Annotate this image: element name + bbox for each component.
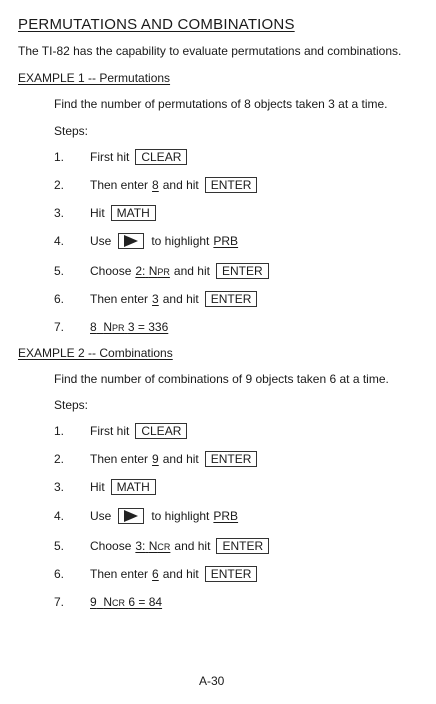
step-number: 3. xyxy=(54,206,65,220)
clear-key: CLEAR xyxy=(135,149,187,165)
step-text: and hit xyxy=(162,567,199,581)
step-number: 4. xyxy=(54,509,65,523)
enter-key: ENTER xyxy=(216,538,269,554)
enter-key: ENTER xyxy=(205,291,258,307)
step-text: and hit xyxy=(173,264,210,278)
step-number: 1. xyxy=(54,424,65,438)
right-arrow-key-icon xyxy=(118,508,144,524)
right-arrow-key-icon xyxy=(118,233,144,249)
entered-value: 9 xyxy=(152,452,159,466)
step-number: 1. xyxy=(54,150,65,164)
math-key: MATH xyxy=(111,205,156,221)
example-1-steps-label: Steps: xyxy=(54,124,89,138)
step-text: and hit xyxy=(162,292,199,306)
entered-value: 6 xyxy=(152,567,159,581)
step-number: 6. xyxy=(54,292,65,306)
step-number: 3. xyxy=(54,480,65,494)
step-text: and hit xyxy=(174,539,211,553)
step-text: Choose xyxy=(90,264,132,278)
example-2-steps-label: Steps: xyxy=(54,398,89,412)
step-number: 6. xyxy=(54,567,65,581)
step-text: Hit xyxy=(90,480,105,494)
step-number: 7. xyxy=(54,320,65,334)
step-number: 2. xyxy=(54,452,65,466)
enter-key: ENTER xyxy=(205,451,258,467)
step-number: 7. xyxy=(54,595,65,609)
intro-text: The TI-82 has the capability to evaluate permutations and combinations. xyxy=(18,44,402,58)
example-2-problem: Find the number of combinations of 9 objects taken 6 at a time. xyxy=(54,372,389,386)
clear-key: CLEAR xyxy=(135,423,187,439)
menu-choice: 2: NPR xyxy=(135,264,170,278)
step-text: Use xyxy=(90,509,112,523)
enter-key: ENTER xyxy=(205,566,258,582)
step-number: 5. xyxy=(54,264,65,278)
prb-menu: PRB xyxy=(213,234,239,248)
example-2-heading: EXAMPLE 2 -- Combinations xyxy=(18,346,173,360)
math-key: MATH xyxy=(111,479,156,495)
step-number: 5. xyxy=(54,539,65,553)
example-1-heading: EXAMPLE 1 -- Permutations xyxy=(18,71,171,85)
enter-key: ENTER xyxy=(216,263,269,279)
step-number: 4. xyxy=(54,234,65,248)
step-text: to highlight xyxy=(151,509,210,523)
result-expression: 9 NCR 6 = 84 xyxy=(90,595,163,609)
step-text: First hit xyxy=(90,424,130,438)
step-number: 2. xyxy=(54,178,65,192)
result-expression: 8 NPR 3 = 336 xyxy=(90,320,169,334)
step-text: Use xyxy=(90,234,112,248)
prb-menu: PRB xyxy=(213,509,239,523)
step-text: and hit xyxy=(162,452,199,466)
step-text: First hit xyxy=(90,150,130,164)
menu-choice: 3: NCR xyxy=(135,539,171,553)
step-text: Choose xyxy=(90,539,132,553)
step-text: Then enter xyxy=(90,292,149,306)
step-text: Then enter xyxy=(90,567,149,581)
enter-key: ENTER xyxy=(205,177,258,193)
page-number: A-30 xyxy=(199,674,225,688)
step-text: Then enter xyxy=(90,178,149,192)
step-text: Hit xyxy=(90,206,105,220)
step-text: Then enter xyxy=(90,452,149,466)
step-text: to highlight xyxy=(151,234,210,248)
entered-value: 3 xyxy=(152,292,159,306)
example-1-problem: Find the number of permutations of 8 objects taken 3 at a time. xyxy=(54,97,388,111)
page-title: PERMUTATIONS AND COMBINATIONS xyxy=(18,16,295,33)
entered-value: 8 xyxy=(152,178,159,192)
step-text: and hit xyxy=(162,178,199,192)
